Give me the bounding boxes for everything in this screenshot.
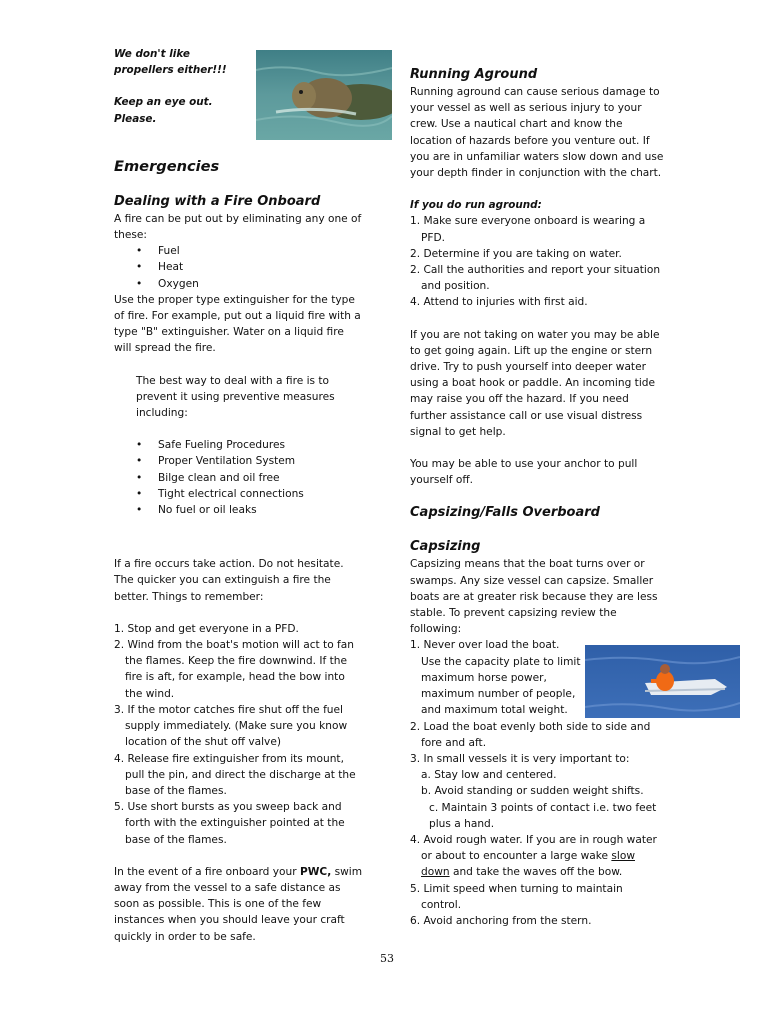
list-item-text: and take the waves off the bow.: [449, 866, 623, 879]
emergencies-heading: Emergencies: [114, 157, 220, 175]
aground-heading: Running Aground: [410, 67, 538, 82]
list-item: 1. Never over load the boat. Use the capacity plate to limit maximum horse power, maximum number of people, and maximum total weight.: [410, 639, 581, 717]
list-item: • Proper Ventilation System: [136, 453, 364, 469]
fire-heading: Dealing with a Fire Onboard: [114, 193, 321, 209]
list-item: [410, 751, 665, 832]
list-item: 2. Wind from the boat's motion will act to fan the flames. Keep the fire downwind. If the fire is aft, for example, head the bow into the wind.: [114, 639, 354, 700]
list-item: 1. Make sure everyone onboard is wearing a PFD.: [410, 215, 646, 244]
list-item-text: 3. In small vessels it is very important to:: [410, 752, 630, 765]
pwc-bold: PWC,: [299, 865, 332, 878]
fire-intro: A fire can be put out by eliminating any one of these:: [114, 212, 362, 242]
sub-list-item: c. Maintain 3 points of contact i.e. two feet plus a hand.: [429, 801, 657, 830]
right-column: [410, 66, 665, 929]
prevention-paragraph: The best way to deal with a fire is to prevent it using preventive measures including:: [136, 374, 335, 420]
page-number: 53: [380, 952, 394, 965]
list-item: 4. Attend to injuries with first aid.: [410, 296, 588, 309]
list-item: 2. Determine if you are taking on water.: [410, 247, 622, 260]
caption-line-2: propellers either!!!: [114, 64, 227, 77]
list-item: • Tight electrical connections: [136, 486, 364, 502]
capsizing-intro: Capsizing means that the boat turns over or swamps. Any size vessel can capsize. Smaller boats are at greater risk because they are less stable. To prevent capsizing review the following:: [410, 558, 658, 636]
list-item: • Fuel: [136, 243, 364, 259]
aground-steps-list: [410, 213, 665, 310]
fire-action-paragraph: If a fire occurs take action. Do not hesitate. The quicker you can extinguish a fire the better. Things to remember:: [114, 558, 344, 603]
extinguisher-paragraph: Use the proper type extinguisher for the type of fire. For example, put out a liquid fire with a type "B" extinguisher. Water on a liquid fire will spread the fire.: [114, 293, 361, 355]
pwc-text-after: swim away from the vessel to a safe distance as soon as possible. This is one of the few instances when you should leave your craft quickly in order to be safe.: [114, 865, 363, 943]
list-item: 4. Release fire extinguisher from its mount, pull the pin, and direct the discharge at the base of the flames.: [114, 752, 356, 797]
capsizing-falls-heading: Capsizing/Falls Overboard: [410, 505, 600, 521]
list-item: 1. Stop and get everyone in a PFD.: [114, 622, 299, 635]
list-item: 2. Load the boat evenly both side to side and fore and aft.: [410, 720, 651, 749]
pwc-paragraph: [114, 864, 364, 945]
left-column: [114, 46, 364, 945]
aground-free-paragraph: If you are not taking on water you may be able to get going again. Lift up the engine or stern drive. Try to push yourself into deeper water using a boat hook or paddle. An incoming tide may raise you off the hazard. If you need further assistance call or use visual distress signal to get help.: [410, 328, 660, 438]
caption-line-3: Keep an eye out.: [114, 96, 213, 109]
list-item: 3. If the motor catches fire shut off the fuel supply immediately. (Make sure you know location of the shut off valve): [114, 703, 348, 749]
list-item: • Safe Fueling Procedures: [136, 437, 364, 453]
list-item: [410, 832, 665, 881]
list-item: • Heat: [136, 259, 364, 275]
list-item: • No fuel or oil leaks: [136, 502, 364, 518]
caption-line-1: We don't like: [114, 48, 190, 60]
list-item: • Oxygen: [136, 276, 364, 292]
sub-list-item: a. Stay low and centered.: [421, 769, 557, 782]
capsized-boat-photo: [585, 645, 740, 718]
caption-line-4: Please.: [114, 112, 157, 125]
fire-elements-list: [114, 243, 364, 292]
aground-anchor-paragraph: You may be able to use your anchor to pull yourself off.: [410, 458, 638, 487]
pwc-text-before: In the event of a fire onboard your: [114, 865, 300, 878]
aground-subheading: If you do run aground:: [410, 199, 542, 212]
capsizing-heading: Capsizing: [410, 539, 481, 555]
list-item: 6. Avoid anchoring from the stern.: [410, 914, 592, 927]
slow-down-underlined: slow down: [421, 850, 635, 879]
fire-steps-list: [114, 621, 364, 848]
list-item: 5. Limit speed when turning to maintain control.: [410, 882, 623, 911]
sub-list-item: b. Avoid standing or sudden weight shifts.: [421, 785, 644, 798]
prevention-measures-list: [114, 437, 364, 518]
list-item: 5. Use short bursts as you sweep back and forth with the extinguisher pointed at the base of the flames.: [114, 801, 345, 846]
list-item-text: 4. Avoid rough water. If you are in rough water or about to encounter a large wake: [410, 833, 657, 863]
list-item: 2. Call the authorities and report your situation and position.: [410, 264, 661, 293]
aground-intro: Running aground can cause serious damage to your vessel as well as serious injury to your crew. Use a nautical chart and know the location of hazards before you venture out. If you are in unfamiliar waters slow down and use your depth finder in conjunction with the chart.: [410, 86, 664, 180]
list-item: • Bilge clean and oil free: [136, 470, 364, 486]
